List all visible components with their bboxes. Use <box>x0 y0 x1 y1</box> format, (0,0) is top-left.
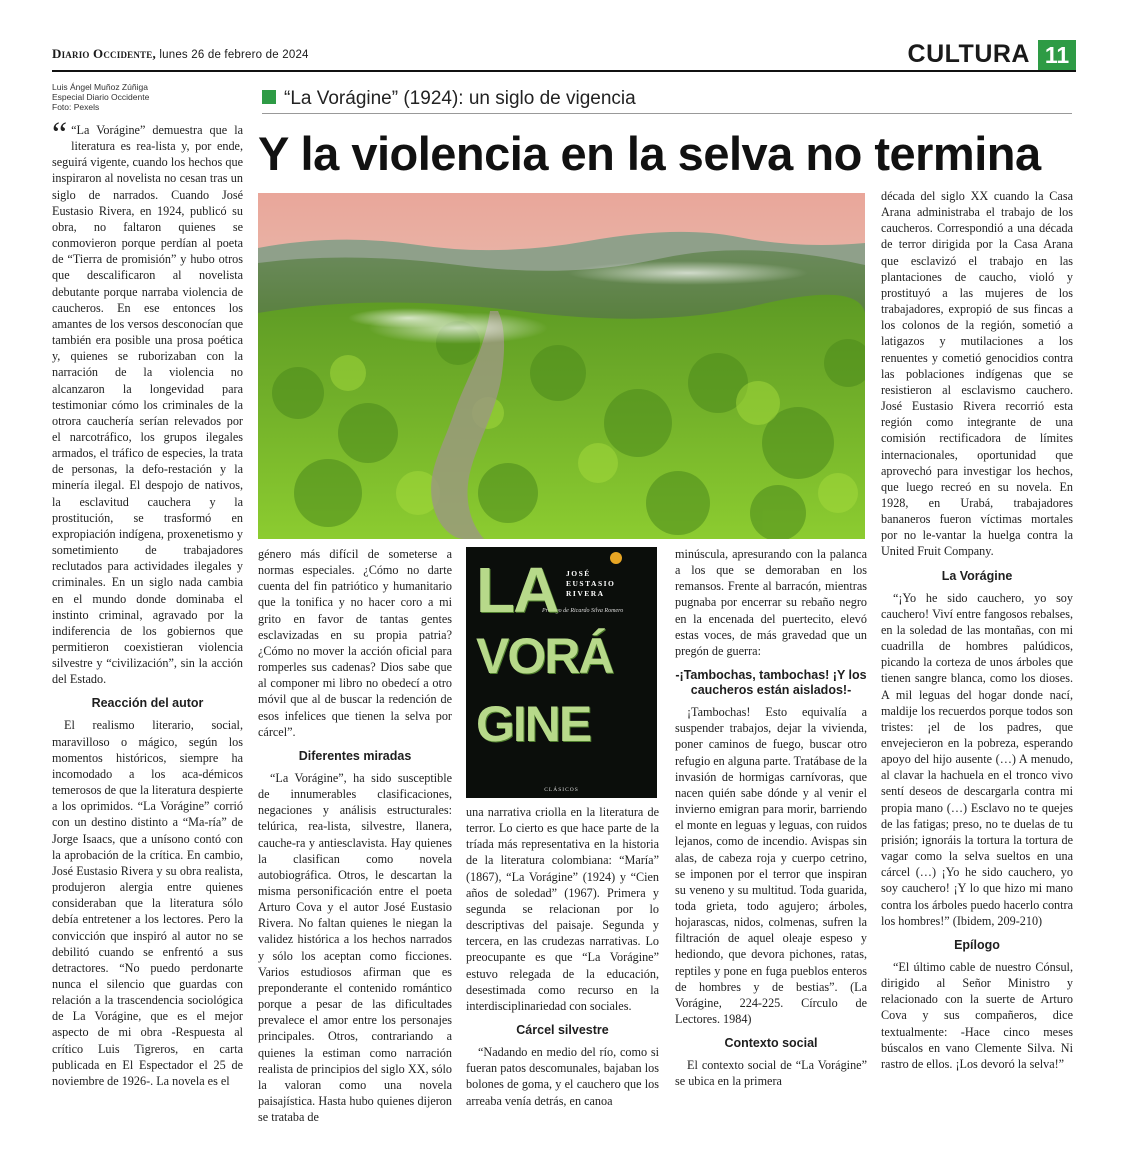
cover-author-line-1: JOSÉ <box>566 569 591 578</box>
subhead-miradas: Diferentes miradas <box>298 748 412 763</box>
newspaper-name <box>52 46 309 62</box>
aerial-forest-river-image <box>258 193 865 539</box>
kicker-square-icon <box>262 90 276 104</box>
cover-prologue: Prólogo de Ricardo Silva Romero <box>542 608 624 614</box>
paper-title: Diario Occidente, <box>52 46 156 61</box>
col1-paragraph-1: “La Vorágine” demuestra que la literatura es rea-lista y, por ende, seguirá vigente, cuando los hechos que inspiraron al novelista no cesan tras un siglo de narrados. Cuando José Eustasio Rivera, en 1924, publicó su obra, no faltaron quienes se conmovieron porque perdían al poeta de “Tierra de promisión” y hubo otros que descalificaron al novelista debutante porque narraba violencia de caucheros. En ese entonces los amantes de los versos desconocían que también era posible una prosa poética y, quienes se ruborizaban con la narración de la violencia no alcanzaron la longevidad para testimoniar cómo los criminales de la otrora cauchería serían relevados por el narcotráfico, los grupos ilegales armados, el tráfico de especies, la trata de personas, la defo-restación y la minería ilegal. El despojo de nativos, la esclavitud cauchera y la prostitución, se trasformó en expropiación indígena, proxenetismo y sometimiento de trabajadores reclutados para actividades ilegales y criminales. En un siglo nada cambia en el mundo donde dominaba el instinto criminal, agravado por la indiferencia de los gobiernos que permitieron coexistieran violencia silvestre y “civilización”, sin la acción del Estado. <box>52 123 243 687</box>
col1-paragraph-2: El realismo literario, social, maravilloso o mágico, según los momentos históricos, siempre ha incomodado a los aca-démicos temerosos de que la literatura despierte a los oprimidos. “La Vorágine” corrió con un destino distinto a “Ma-ría” de Jorge Isaacs, que a unísono contó con la aprobación de la crítica. En cambio, José Eustasio Rivera y su obra realista, produjeron alergia entre quienes consideraban que la literatura sólo debía entretener a los lectores. Pero la convicción que inspiró al autor no se debilitó cuando se enfrentó a sus detractores. “No puedo perdonarte nunca el silencio que guardas con relación a la trascendencia sociológica de La Vorágine, que es el mejor aspecto de mi obra -Respuesta al crítico Luis Tigreros, en carta publicada en El Espectador el 25 de noviembre de 1926-. La novela es el <box>52 718 243 1088</box>
col4-paragraph-3: El contexto social de “La Vorágine” se ubica en la primera <box>675 1058 867 1089</box>
col5-paragraph-1: década del siglo XX cuando la Casa Arana administraba el trabajo de los caucheros. Correspondió a una década de terror dirigida por la Casa Arana que esclavizó el trabajo en las plantaciones de caucho, violó y prostituyó a las mujeres de los trabajadores, expropió de sus fincas a los colonos de la región, sometió a latigazos y mutilaciones a los renuentes y cometió genocidios contra las poblaciones indígenas que se resistieron al esclavismo cauchero. José Eustasio Rivera recorrió esta región como integrante de una comisión rectificadora de límites internacionales, oportunidad que aprovechó para investigar los hechos, que luego recreó en su novela. En 1928, en Urabá, trabajadores bananeros fueron víctimas mortales por no le-vantar la huelga contra la United Fruit Company. <box>881 189 1073 559</box>
subhead-reaccion: Reacción del autor <box>91 696 204 711</box>
column-4 <box>675 546 867 1090</box>
cover-publisher: CLÁSICOS <box>544 787 579 793</box>
column-1 <box>52 116 243 1089</box>
column-2 <box>258 546 452 1125</box>
header-rule <box>52 70 1076 72</box>
page-number: 11 <box>1038 40 1076 70</box>
subhead-tambochas: -¡Tambochas, tambochas! ¡Y los caucheros están aislados!- <box>675 668 867 698</box>
cover-title-3: GINE <box>476 696 591 752</box>
cover-author-line-3: RIVERA <box>566 589 605 598</box>
byline <box>52 82 252 112</box>
byline-author: Luis Ángel Muñoz Zúñiga <box>52 82 148 92</box>
col2-paragraph-1: género más difícil de someterse a normas especiales. ¿Cómo no darte cuenta del fin patriótico y humanitario que la tonifica y no hacer coro a mi grito en favor de tantas gentes esclavizadas en su propia patria? ¿Cómo no mover la acción oficial para romperles sus cadenas? Dios sabe que al componer mi libro no obedecí a otro móvil que al de buscar la redención de esos infelices que tienen la selva por cárcel”. <box>258 547 452 739</box>
subhead-contexto: Contexto social <box>724 1036 818 1051</box>
headline: Y la violencia en la selva no termina <box>258 127 1041 180</box>
col2-paragraph-2: “La Vorágine”, ha sido susceptible de innumerables clasificaciones, negaciones y análisis estructurales: telúrica, rea-lista, silvestre, llanera, cauche-ra y antiesclavista. Hay quienes la clasifican como novela autobiográfica. Otros, le descartan la misma personificación entre el poeta Arturo Cova y el autor José Eustasio Rivera. No faltan quienes le niegan la validez histórica a los hechos narrados y sólo los aceptan como ficciones. Varios estudiosos afirman que es preponderante el contenido romántico porque a pesar de las dificultades prevalece el amor entre los personajes principales. Otros, contrariando a quienes la estiman como narración realista de principios del siglo XX, sólo la valoran como una novela paisajística. Hasta hubo quienes dijeron se trataba de <box>258 770 452 1125</box>
col5-paragraph-2: “¡Yo he sido cauchero, yo soy cauchero! Viví entre fangosos rebalses, en la soledad de las montañas, con mi cuadrilla de hombres palúdicos, picando la corteza de unos árboles que tienen sangre blanca, como los dioses. A mil leguas del hogar donde nací, maldije los recuerdos porque todos son tristes: ¡el de los padres, que envejecieron en la pobreza, esperando apoyo del hijo ausente (…) A menudo, al clavar la hachuela en el tronco vivo sentí deseos de descargarla contra mi propia mano (…) Esclavo no te quejes de las fatigas; preso, no te duelas de tu prisión; ignoráis la tortura la tortura de vagar como la selva sueltos en una cárcel (…) ¡Yo he sido cauchero, yo soy cauchero! ¡Y lo que hizo mi mano contra los árboles puedo hacerlo contra los hombres!” (Ibidem, 209-210) <box>881 590 1073 928</box>
section-title: CULTURA <box>907 40 1030 68</box>
cover-title-1: LA <box>476 554 558 626</box>
quote-mark-icon: “ <box>52 116 68 153</box>
col3-paragraph-2: “Nadando en medio del río, como si fueran patos descomunales, bajaban los bolones de goma, y el cauchero que los arreaba venía detrás, en canoa <box>466 1045 659 1108</box>
kicker <box>262 88 1072 114</box>
column-3 <box>466 804 659 1109</box>
cover-author-line-2: EUSTASIO <box>566 579 616 588</box>
col4-paragraph-2: ¡Tambochas! Esto equivalía a suspender trabajos, dejar la vivienda, poner caminos de fuego, buscar otro refugio en alguna parte. Tratábase de la invasión de hormigas carnívoras, que nacen quién sabe dónde y al venir el invierno emigran para morir, barriendo el monte en leguas y leguas, con ruidos lejanos, como de incendio. Avispas sin alas, de cabeza roja y cuerpo cetrino, se imponen por el terror que inspiran su veneno y su multitud. Toda guarida, toda grieta, todo agujero; árboles, hojarascas, nidos, colmenas, sufren la filtración de aquel oleaje espeso y hediondo, que devora pichones, ratas, reptiles y pone en fuga pueblos enteros de hombres y de bestias”. (La Vorágine, 224-225. Círculo de Lectores. 1984) <box>675 705 867 1027</box>
col3-paragraph-1: una narrativa criolla en la literatura de terror. Lo cierto es que hace parte de la tríada más representativa en la historia de la literatura colombiana: “María” (1867), “La Vorágine” (1924) y “Cien años de soledad” (1967). Primera y segunda se relacionan por lo descriptivas del paisaje. Segunda y tercera, en las crudezas narrativas. Lo preocupante es que “La Vorágine” estuvo relegada de la educación, desestimada como recurso en la interdisciplinariedad con sociales. <box>466 805 659 1013</box>
column-5 <box>881 188 1073 1072</box>
forest-photo <box>258 193 865 539</box>
col4-paragraph-1: minúscula, apresurando con la palanca a los que se demoraban en los remansos. Frente al barracón, mientras pugnaba por encerrar su rebaño negro en la encenada del puertecito, elevó estas voces, de más gravedad que un pregón de guerra: <box>675 547 867 658</box>
subhead-carcel: Cárcel silvestre <box>516 1023 609 1038</box>
book-cover-image <box>466 547 657 798</box>
masthead <box>52 40 1076 70</box>
subhead-voragine: La Vorágine <box>941 568 1013 583</box>
issue-date: lunes 26 de febrero de 2024 <box>159 49 309 61</box>
kicker-text: “La Vorágine” (1924): un siglo de vigencia <box>284 88 636 109</box>
byline-photo: Foto: Pexels <box>52 102 100 112</box>
publisher-logo-icon <box>610 552 622 564</box>
byline-special: Especial Diario Occidente <box>52 92 150 102</box>
col5-paragraph-3: “El último cable de nuestro Cónsul, dirigido al Señor Ministro y relacionado con la suerte de Arturo Cova y sus compañeros, dice textualmente: -Hace cinco meses búscalos en vano Clemente Silva. Ni rastro de ellos. ¡Los devoró la selva!” <box>881 959 1073 1071</box>
cover-title-2: VORÁ <box>476 628 613 684</box>
subhead-epilogo: Epílogo <box>954 937 1000 952</box>
cover-author <box>566 569 652 599</box>
